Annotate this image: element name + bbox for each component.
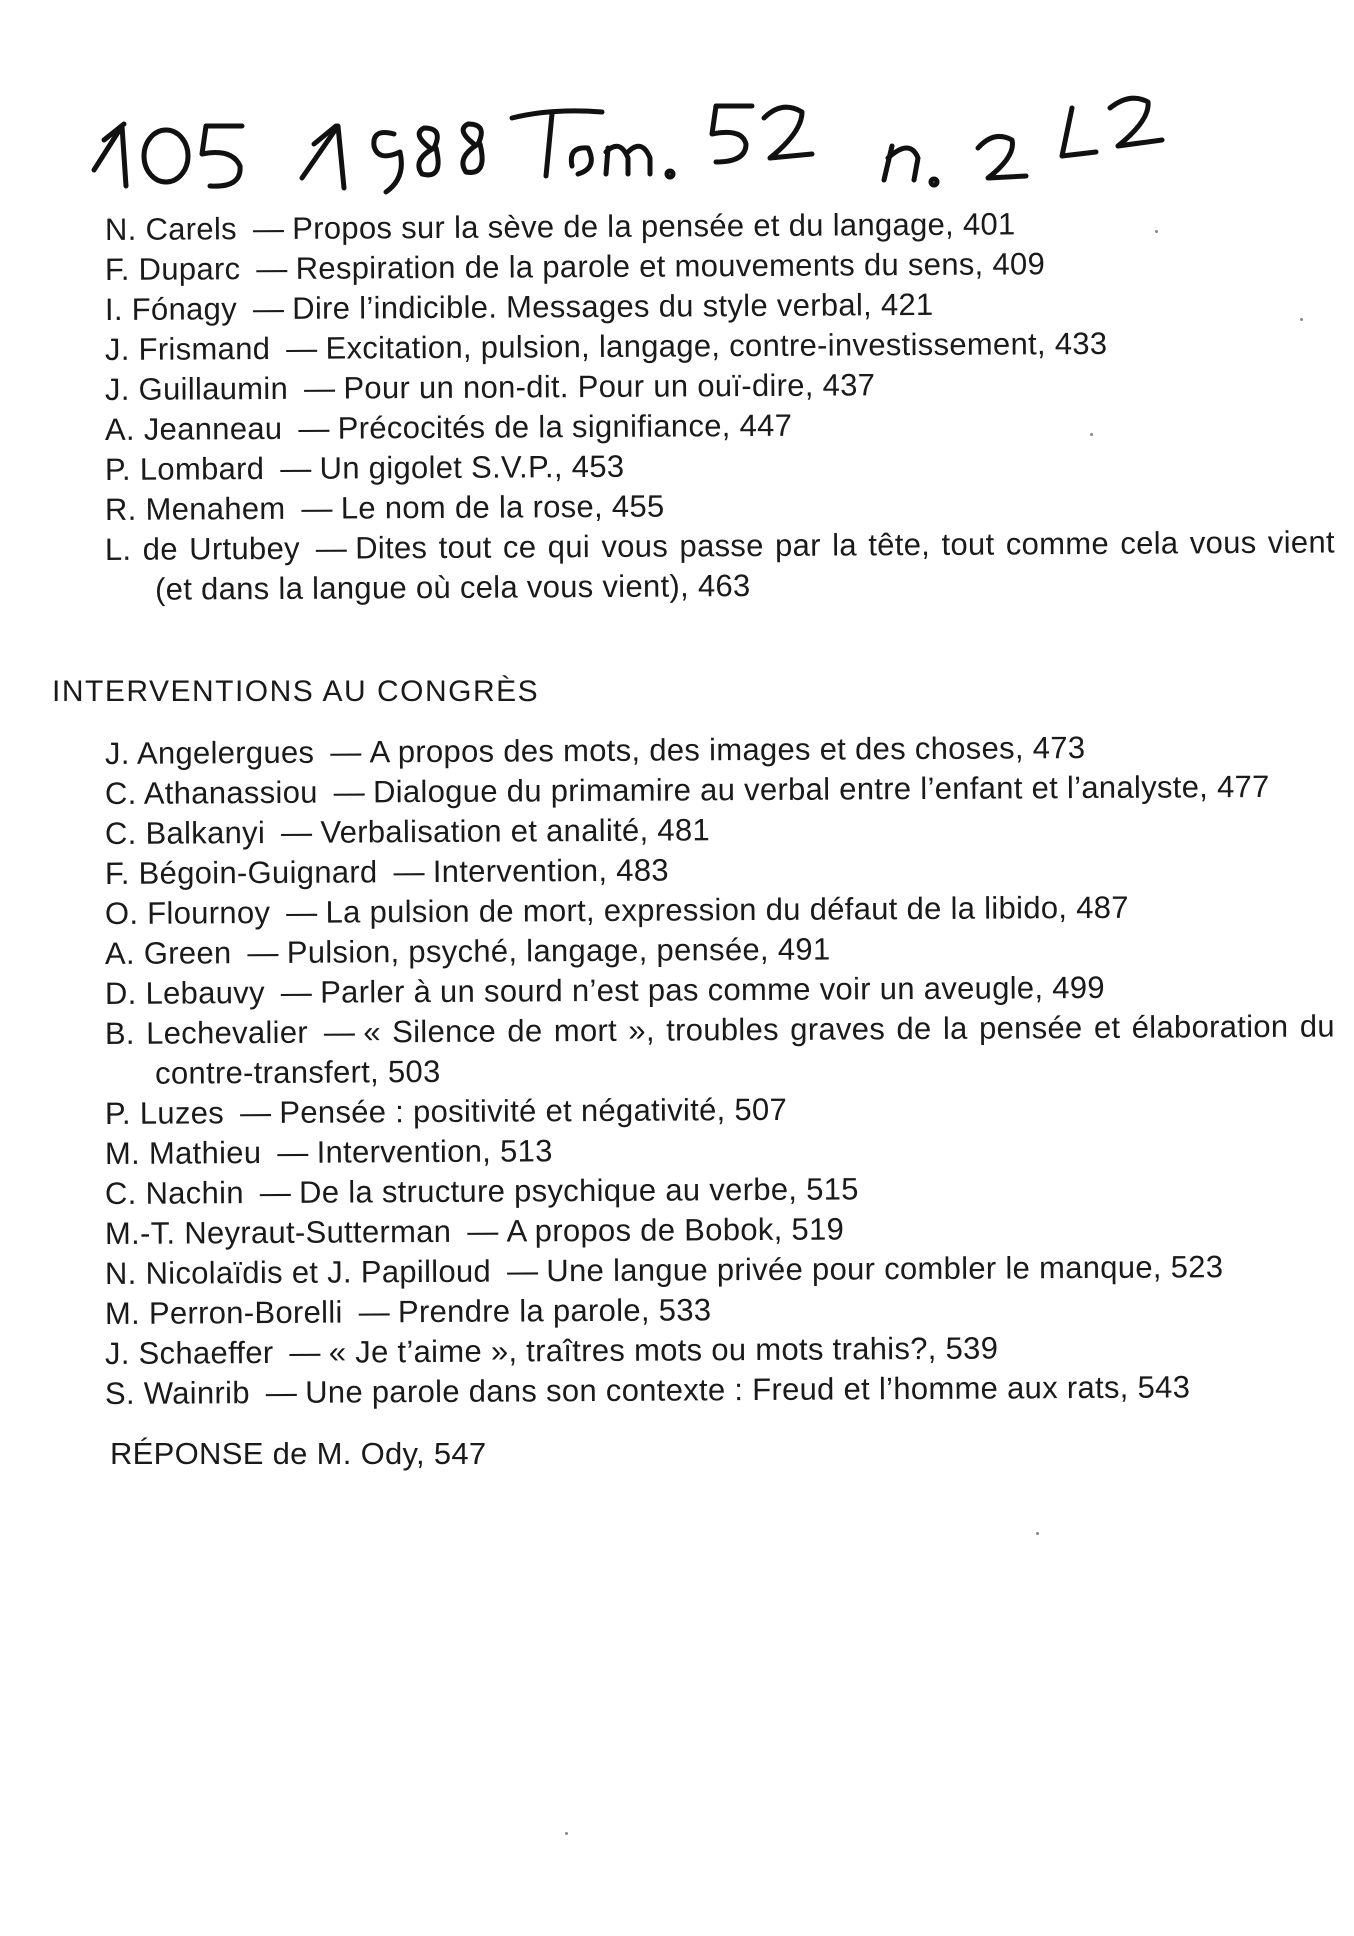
entry-author: C. Athanassiou xyxy=(104,774,318,811)
entry-title: La pulsion de mort, expression du défaut de la libido, 487 xyxy=(325,889,1129,930)
entry-title: Pour un non-dit. Pour un ouï-dire, 437 xyxy=(343,367,876,406)
handwritten-annotation xyxy=(82,78,1182,208)
entry-title: « Silence de mort », troubles graves de la pensée et élaboration du contre-transfert, 503 xyxy=(155,1008,1335,1091)
entry-author: J. Schaeffer xyxy=(104,1334,274,1371)
entry-dash: — xyxy=(358,1294,391,1330)
entry-author: D. Lebauvy xyxy=(104,975,265,1011)
entry-title: A propos de Bobok, 519 xyxy=(506,1211,845,1249)
entry-title: Une langue privée pour combler le manque, 523 xyxy=(546,1249,1224,1289)
entry-title: Prendre la parole, 533 xyxy=(397,1292,712,1330)
entry-author: B. Lechevalier xyxy=(104,1014,309,1051)
entry-dash: — xyxy=(252,290,285,327)
entry-author: J. Guillaumin xyxy=(104,370,289,407)
entry-author: M.-T. Neyraut-Sutterman xyxy=(104,1213,452,1251)
entry-title: A propos des mots, des images et des choses, 473 xyxy=(369,730,1086,770)
section-heading: INTERVENTIONS AU CONGRÈS xyxy=(52,675,540,708)
entry-dash: — xyxy=(247,934,279,971)
entry-author: O. Flournoy xyxy=(104,894,271,931)
entry-title: Intervention, 483 xyxy=(432,852,669,889)
entry-author: M. Perron-Borelli xyxy=(104,1294,343,1331)
entry-author: L. de Urtubey xyxy=(104,530,300,568)
entry-author: P. Lombard xyxy=(104,451,265,487)
entry-dash: — xyxy=(289,1334,321,1370)
entry-title: Pensée : positivité et négativité, 507 xyxy=(279,1091,788,1130)
response-label: RÉPONSE xyxy=(110,1436,264,1471)
entry-dash: — xyxy=(303,370,336,406)
entry-author: P. Luzes xyxy=(104,1095,225,1131)
entry-dash: — xyxy=(315,530,348,566)
entry-dash: — xyxy=(239,1094,272,1131)
entry-author: N. Carels xyxy=(104,211,238,247)
entry-dash: — xyxy=(286,330,318,366)
entry-dash: — xyxy=(280,814,313,850)
entry-dash: — xyxy=(323,1014,356,1050)
entry-author: N. Nicolaïdis et J. Papilloud xyxy=(104,1253,492,1291)
response-line xyxy=(110,1434,1354,1474)
entry-dash: — xyxy=(277,1134,309,1170)
entry-dash: — xyxy=(280,974,313,1010)
handwriting-drawing xyxy=(82,78,1182,208)
entry-author: A. Jeanneau xyxy=(104,410,283,447)
entry-dash: — xyxy=(256,250,288,287)
toc-entry-urtubey xyxy=(105,522,1335,610)
entry-author: A. Green xyxy=(104,935,232,971)
scan-speck xyxy=(565,1832,568,1835)
entry-title: Propos sur la sève de la pensée et du langage, 401 xyxy=(292,206,1016,246)
entry-title: Un gigolet S.V.P., 453 xyxy=(319,448,625,486)
entry-dash: — xyxy=(333,774,366,810)
scan-speck xyxy=(1036,1532,1039,1535)
intervention-list xyxy=(0,730,1354,1414)
entry-title: Respiration de la parole et mouvements du sens, 409 xyxy=(295,246,1046,286)
entry-title: Le nom de la rose, 455 xyxy=(340,488,665,526)
entry-title: Pulsion, psyché, langage, pensée, 491 xyxy=(286,931,831,970)
response-text: de M. Ody, 547 xyxy=(272,1436,487,1471)
entry-author: M. Mathieu xyxy=(104,1135,262,1171)
entry-dash: — xyxy=(280,450,312,486)
entry-author: J. Angelergues xyxy=(104,734,315,771)
entry-author: C. Nachin xyxy=(104,1175,244,1211)
scan-speck xyxy=(1155,230,1158,233)
entry-dash: — xyxy=(298,410,330,446)
toc-entry-lechevalier xyxy=(105,1006,1335,1094)
scan-speck xyxy=(1090,433,1093,436)
entry-author: F. Duparc xyxy=(104,251,241,287)
entry-author: R. Menahem xyxy=(104,490,286,527)
table-of-contents xyxy=(0,206,1354,1474)
entry-dash: — xyxy=(259,1174,292,1211)
entry-title: Excitation, pulsion, langage, contre-investissement, 433 xyxy=(325,325,1108,366)
entry-title: Verbalisation et analité, 481 xyxy=(320,812,711,850)
entry-title: Dire l’indicible. Messages du style verbal, 421 xyxy=(292,286,934,326)
entry-dash: — xyxy=(252,210,285,247)
scan-speck xyxy=(1300,318,1303,321)
entry-author: F. Bégoin-Guignard xyxy=(104,854,378,891)
entry-title: Parler à un sourd n’est pas comme voir un aveugle, 499 xyxy=(320,969,1105,1010)
entry-dash: — xyxy=(286,894,318,930)
entry-dash: — xyxy=(393,854,425,890)
entry-author: J. Frismand xyxy=(104,330,271,367)
entry-author: S. Wainrib xyxy=(104,1375,250,1411)
entry-dash: — xyxy=(301,490,333,526)
entry-title: De la structure psychique au verbe, 515 xyxy=(299,1171,859,1210)
toc-entry-wainrib xyxy=(105,1366,1335,1414)
entry-author: I. Fónagy xyxy=(104,291,238,327)
entry-dash: — xyxy=(265,1374,298,1411)
entry-author: C. Balkanyi xyxy=(104,815,266,851)
entry-title: Dites tout ce qui vous passe par la tête, tout comme cela vous vient (et dans la langue où cela vous vient), 463 xyxy=(155,524,1335,607)
entry-title: Intervention, 513 xyxy=(316,1133,553,1170)
entry-title: « Je t’aime », traîtres mots ou mots trahis?, 539 xyxy=(328,1330,999,1370)
contribution-list xyxy=(0,206,1354,610)
entry-title: Précocités de la signifiance, 447 xyxy=(337,407,793,446)
entry-title: Une parole dans son contexte : Freud et l’homme aux rats, 543 xyxy=(305,1369,1191,1410)
entry-dash: — xyxy=(330,734,362,770)
entry-dash: — xyxy=(467,1213,499,1249)
entry-title: Dialogue du primamire au verbal entre l’enfant et l’analyste, 477 xyxy=(372,768,1270,810)
entry-dash: — xyxy=(506,1253,539,1289)
